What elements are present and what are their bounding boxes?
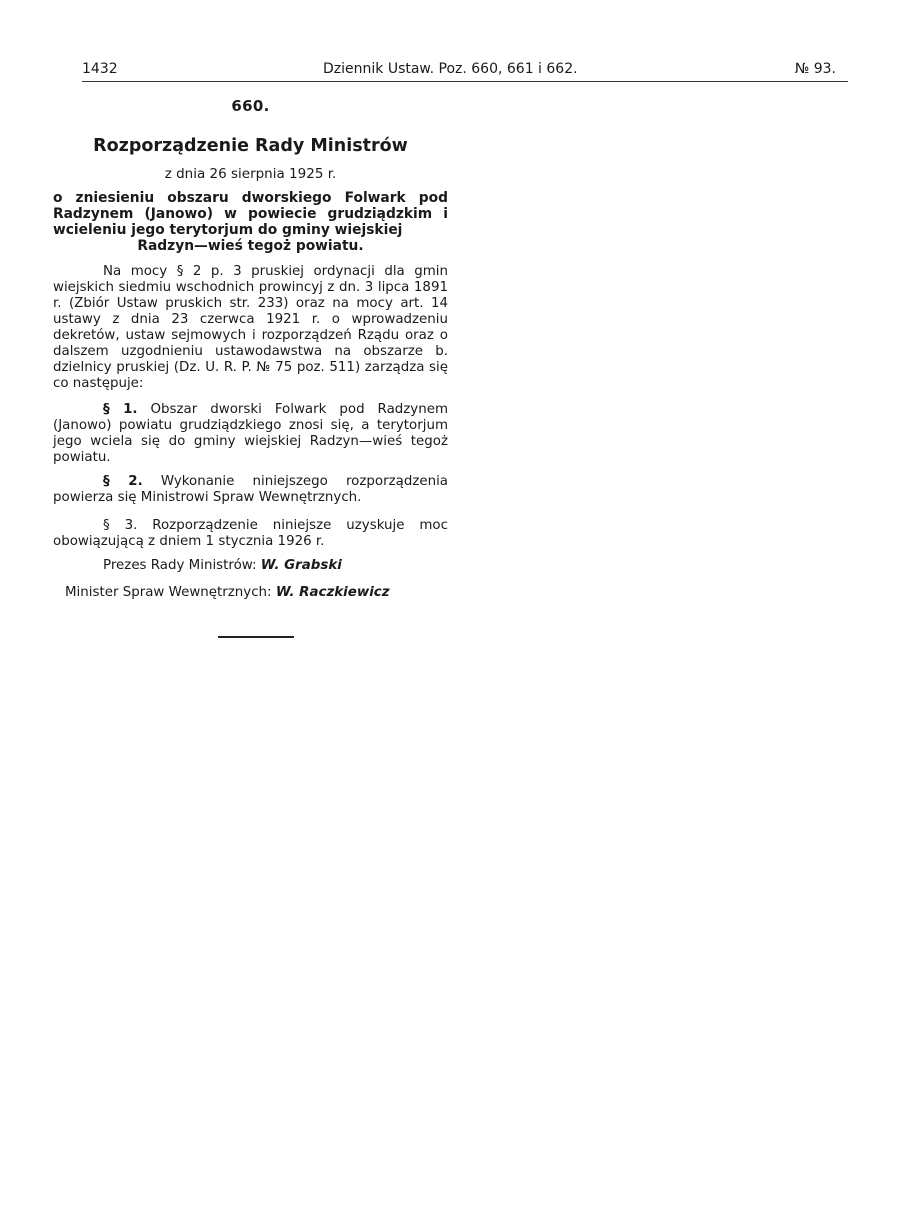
signature-prime-minister [103,558,342,574]
section-label: § 3. [103,518,138,533]
signature-role: Prezes Rady Ministrów: [103,558,257,573]
header-rule [82,81,848,82]
issue-number: № 93. [794,61,836,77]
document-title: Rozporządzenie Rady Ministrów [93,136,408,156]
subject-line: i wcieleniu jego terytorjum do gminy wiejskiej [53,206,448,238]
document-subject [53,190,448,254]
page-header [82,60,848,82]
section-text: Rozporządzenie niniejsze uzyskuje moc obowiązującą z dniem 1 stycznia 1926 r. [53,518,448,549]
subject-line: o zniesieniu obszaru dworskiego Folwark pod [53,190,448,206]
section-3 [53,518,448,550]
signature-name: W. Raczkiewicz [275,585,390,600]
intro-paragraph: Na mocy § 2 p. 3 pruskiej ordynacji dla gmin wiejskich siedmiu wschodnich prowincyj z dn. 3 lipca 1891 r. (Zbiór Ustaw pruskich str. 233) oraz na mocy art. 14 ustawy z dnia 23 czerwca 1921 r. o wprowadzeniu dekretów, ustaw sejmowych i rozporządzeń Rządu oraz o dalszem uzgodnieniu ustawodawstwa na obszarze b. dzielnicy pruskiej (Dz. U. R. P. № 75 poz. 511) zarządza się co następuje: [53,264,448,391]
section-1 [53,402,448,466]
section-label: § 1. [103,402,138,417]
signature-role: Minister Spraw Wewnętrznych: [65,585,272,600]
section-2 [53,474,448,506]
end-rule [218,636,294,638]
subject-line: Radzyn—wieś tegoż powiatu. [137,238,364,254]
position-number: 660. [231,97,270,115]
signature-name: W. Grabski [260,558,342,573]
section-text: Wykonanie niniejszego rozporządzenia powierza się Ministrowi Spraw Wewnętrznych. [53,474,448,505]
signature-interior-minister [65,585,390,601]
section-text: Obszar dworski Folwark pod Radzynem (Janowo) powiatu grudziądzkiego znosi się, a terytorjum jego wciela się do gminy wiejskiej Radzyn—wieś tegoż powiatu. [53,402,448,465]
subject-line: Radzynem (Janowo) w powiecie grudziądzkim [53,206,433,222]
section-label: § 2. [103,474,143,489]
document-date: z dnia 26 sierpnia 1925 r. [164,166,337,182]
journal-title: Dziennik Ustaw. Poz. 660, 661 i 662. [323,61,578,77]
page-number: 1432 [82,61,118,77]
